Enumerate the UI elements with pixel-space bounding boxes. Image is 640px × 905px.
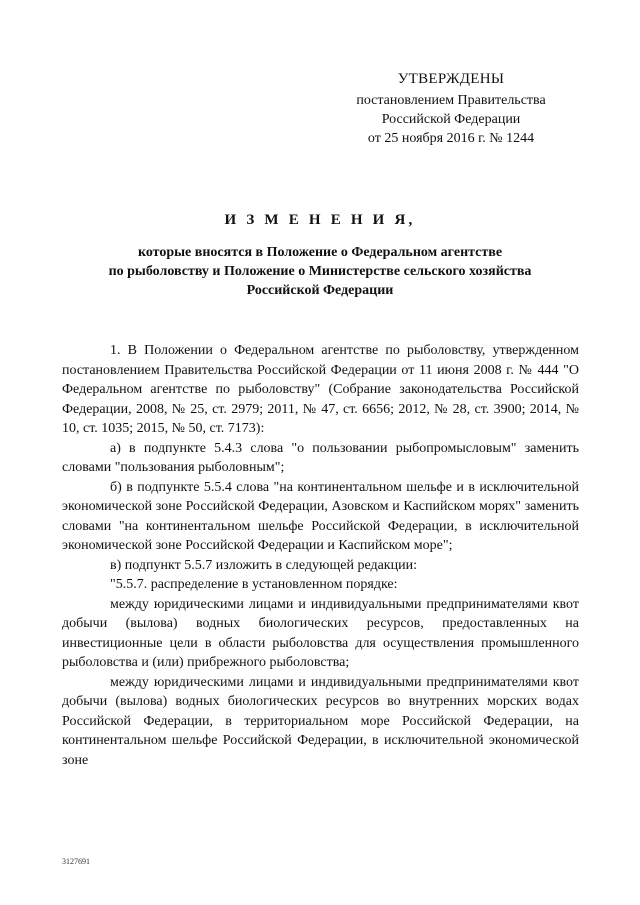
paragraph-subitem-b: б) в подпункте 5.5.4 слова "на континентальном шельфе и в исключительной экономической зоне Российской Федерации, Азовском и Каспийском морях" заменить словами "на континентальном шельфе Российской Федерации, в исключительной экономической зоне Российской Федерации и Каспийском море"; <box>62 479 579 553</box>
document-body <box>62 341 579 770</box>
document-title <box>60 212 580 300</box>
paragraph-clause: между юридическими лицами и индивидуальными предпринимателями квот добычи (вылова) водных биологических ресурсов во внутренних морских водах Российской Федерации, в территориальном море Российской Федерации, на континентальном шельфе Российской Федерации, в исключительной экономической зоне <box>62 674 579 768</box>
approval-block <box>320 70 582 148</box>
title-main: И З М Е Н Е Н И Я, <box>224 212 416 228</box>
title-subtitle-line: Российской Федерации <box>246 283 394 298</box>
paragraph-quote-start: "5.5.7. распределение в установленном порядке: <box>110 577 398 592</box>
paragraph-clause: между юридическими лицами и индивидуальными предпринимателями квот добычи (вылова) водных биологических ресурсов, предоставленных на инвестиционные цели в области рыболовства для осуществления промышленного рыболовства и (или) прибрежного рыболовства; <box>62 596 579 670</box>
approval-line: Российской Федерации <box>381 112 521 127</box>
paragraph-subitem-v: в) подпункт 5.5.7 изложить в следующей редакции: <box>110 557 417 573</box>
approval-date: от 25 ноября 2016 г. № 1244 <box>367 131 535 146</box>
paragraph-item-1: 1. В Положении о Федеральном агентстве по рыболовству, утвержденном постановлением Правительства Российской Федерации от 11 июня 2008 г. № 444 "О Федеральном агентстве по рыболовству" (Собрание законодательства Российской Федерации, 2008, № 25, ст. 2979; 2011, № 47, ст. 6656; 2012, № 28, ст. 3900; 2014, № 10, ст. 1035; 2015, № 50, ст. 7173): <box>62 343 579 436</box>
footer-document-code: 3127691 <box>62 857 90 866</box>
title-subtitle-line: которые вносятся в Положение о Федеральном агентстве <box>137 245 503 260</box>
approval-line: постановлением Правительства <box>356 93 546 108</box>
approval-heading: УТВЕРЖДЕНЫ <box>397 71 505 87</box>
paragraph-subitem-a: а) в подпункте 5.4.3 слова "о пользовании рыбопромысловым" заменить словами "пользования рыболовным"; <box>62 440 579 475</box>
title-subtitle-line: по рыболовству и Положение о Министерстве сельского хозяйства <box>108 264 532 279</box>
